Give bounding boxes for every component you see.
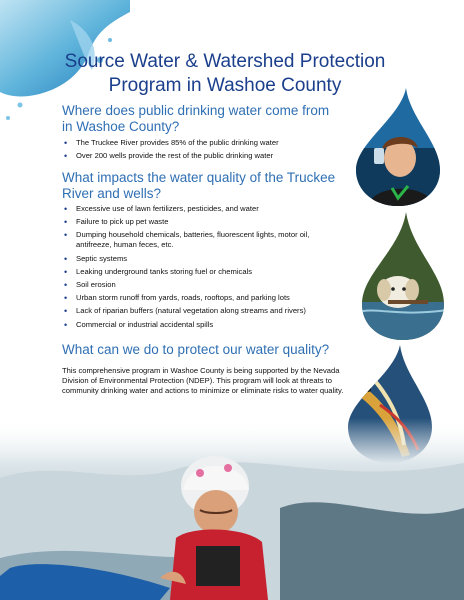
list-item: • Urban storm runoff from yards, roads, rooftops, and parking lots	[62, 293, 322, 303]
list-item: • Failure to pick up pet waste	[62, 217, 322, 227]
section-heading-impacts: What impacts the water quality of the Truckee River and wells?	[62, 170, 336, 201]
list-item: • Dumping household chemicals, batteries, fluorescent lights, motor oil, antifreeze, human feces, etc.	[62, 230, 322, 250]
source-bullet-list	[62, 138, 322, 164]
list-item: • Leaking underground tanks storing fuel or chemicals	[62, 267, 322, 277]
list-item: • Soil erosion	[62, 280, 322, 290]
section-heading-protect: What can we do to protect our water quality?	[62, 342, 330, 357]
section-heading-source: Where does public drinking water come from in Washoe County?	[62, 103, 330, 134]
program-paragraph: This comprehensive program in Washoe County is being supported by the Nevada Division of Environmental Protection (NDEP). This program will look at threats to community drinking water and actions to minimize or eliminate risks to water quality.	[62, 366, 344, 395]
impacts-bullet-list	[62, 204, 322, 333]
dog-in-river-drop-image	[358, 212, 448, 342]
list-item: • The Truckee River provides 85% of the public drinking water	[62, 138, 322, 148]
list-item: • Lack of riparian buffers (natural vegetation along streams and rivers)	[62, 306, 322, 316]
drinking-water-drop-image	[348, 88, 444, 208]
page-title: Source Water & Watershed Protection Program in Washoe County	[64, 51, 386, 96]
list-item: • Over 200 wells provide the rest of the public drinking water	[62, 151, 322, 161]
list-item: • Septic systems	[62, 254, 322, 264]
list-item: • Excessive use of lawn fertilizers, pesticides, and water	[62, 204, 322, 214]
list-item: • Commercial or industrial accidental spills	[62, 320, 322, 330]
child-rafting-photo	[0, 418, 464, 600]
